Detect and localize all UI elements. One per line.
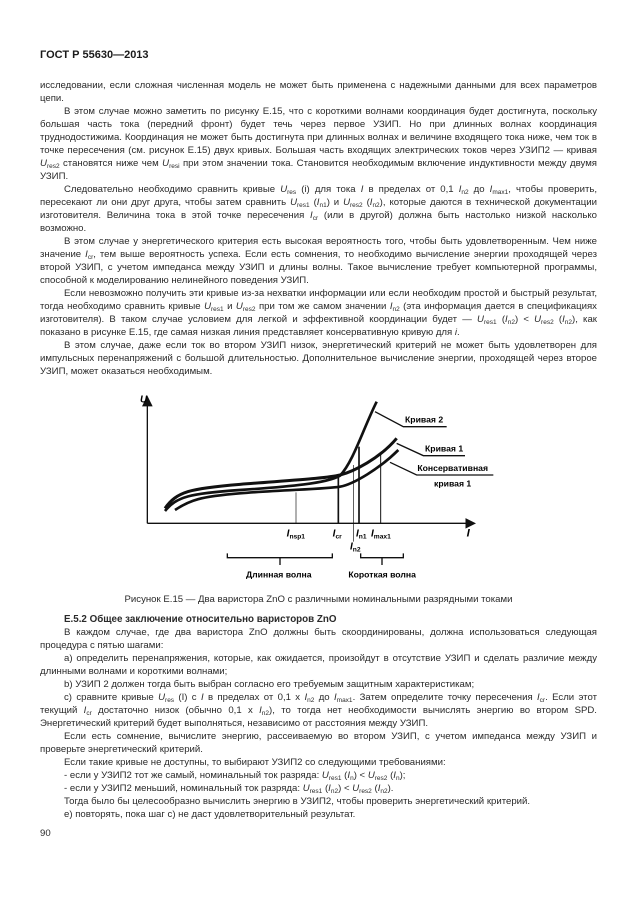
label-short-wave: Короткая волна — [348, 569, 416, 580]
text-run: . Затем определите точку пересечения — [352, 692, 537, 703]
math-subscript: n1 — [319, 202, 327, 209]
label-in2: $I_{n2}$ — [350, 541, 361, 554]
text-run: ) < — [514, 314, 535, 325]
text-run: Если невозможно получить эти кривые из-за нехватки информации или если необходим простой и быстрый результат, тогда необходимо сравнить кривые — [40, 288, 597, 312]
text-run: до — [468, 184, 490, 195]
math-variable: U — [321, 770, 329, 781]
math-variable: I — [389, 301, 393, 312]
math-subscript: res2 — [374, 775, 388, 782]
text-run: В каждом случае, где два варистора ZnO должны быть скоординированы, должна использоваться следующая процедура с пятью шагами: — [40, 627, 597, 651]
text-run: ( — [309, 197, 317, 208]
math-subscript: cr — [539, 697, 546, 704]
bracket-short-wave — [361, 553, 404, 557]
math-variable: U — [162, 158, 170, 169]
text-run: . — [457, 327, 460, 338]
paragraph — [40, 782, 597, 795]
math-variable: I — [310, 210, 313, 221]
curve-2 — [165, 402, 377, 511]
label-curve1: Кривая 1 — [425, 443, 464, 454]
math-subscript: n2 — [330, 788, 339, 795]
math-variable: i — [454, 327, 458, 338]
text-run: а) определить перенапряжения, которые, как ожидается, произойдут в отсутствие УЗИП и сделать различие между длинными волнами и короткими волнами; — [40, 653, 597, 677]
math-variable: I — [347, 770, 351, 781]
text-run: при том же самом значении — [255, 301, 390, 312]
text-run: ); — [399, 770, 406, 781]
paragraph — [40, 756, 597, 769]
math-variable: I — [328, 783, 331, 794]
text-run: е) повторять, пока шаг с) не даст удовлетворительный результат. — [64, 809, 356, 820]
label-in1: $I_{n1}$ — [356, 528, 367, 541]
text-run: , чтобы проверить, пересекают ли они друг друга, чтобы затем сравнить — [40, 184, 598, 208]
bracket-long-wave — [227, 553, 332, 557]
math-variable: I — [85, 249, 88, 260]
paragraph — [40, 79, 597, 105]
math-variable: I — [369, 197, 373, 208]
math-subscript: cr — [86, 710, 92, 717]
label-curve2: Кривая 2 — [405, 414, 444, 425]
math-subscript: n2 — [307, 697, 315, 704]
text-run: ). — [387, 783, 394, 794]
math-variable: I — [259, 705, 262, 716]
math-subscript: res2 — [242, 306, 256, 313]
paragraph — [40, 105, 597, 183]
text-run: (эта информация дается в спецификациях изготовителя). В таком случае условием для легкой и эффективной координации будет — — [40, 301, 597, 325]
math-subscript: n2 — [372, 202, 380, 209]
text-run: с) сравните кривые — [64, 692, 159, 703]
text-run: становятся ниже чем — [59, 158, 163, 169]
math-subscript: n2 — [392, 306, 400, 313]
math-variable: I — [304, 692, 308, 703]
text-run: Следовательно необходимо сравнить кривые — [64, 184, 281, 195]
paragraph — [40, 730, 597, 756]
math-subscript: n2 — [507, 319, 515, 326]
text-run: b) УЗИП 2 должен тогда быть выбран согласно его требуемым защитным характеристикам; — [64, 679, 475, 690]
math-subscript: res2 — [541, 319, 554, 326]
math-variable: U — [343, 197, 350, 208]
paragraph — [40, 808, 597, 821]
paragraph — [40, 626, 597, 652]
math-subscript: res1 — [328, 775, 342, 782]
page-number: 90 — [40, 828, 51, 839]
label-imp1: $I_{nsp1}$ — [286, 528, 305, 541]
math-variable: U — [534, 314, 542, 325]
text-run: в пределах от 0,1 х — [203, 692, 305, 703]
math-variable: U — [158, 692, 166, 703]
varistor-diagram — [140, 385, 500, 600]
label-conservative-1: Консервативная — [417, 463, 489, 473]
text-block-lower — [40, 613, 597, 821]
paragraph — [40, 795, 597, 808]
section-heading — [40, 613, 597, 626]
paragraph — [40, 287, 597, 339]
math-subscript: res1 — [297, 202, 310, 209]
math-subscript: res1 — [483, 319, 497, 326]
text-run: (i) для тока — [296, 184, 361, 195]
paragraph — [40, 339, 597, 378]
text-run: ) и — [326, 197, 344, 208]
math-subscript: max1 — [336, 697, 353, 704]
math-variable: I — [537, 692, 540, 703]
text-run: ) < — [353, 770, 368, 781]
label-imax1: $I_{max1}$ — [371, 528, 391, 541]
text-run: Если такие кривые не доступны, то выбирают УЗИП2 со следующими требованиями: — [64, 757, 446, 768]
paragraph — [40, 652, 597, 678]
text-run: . Если этот текущий — [40, 692, 597, 716]
text-run: ( — [553, 314, 563, 325]
text-run: при этом значении тока. Становится необходимым включение индуктивности между двумя УЗИП. — [40, 158, 597, 182]
math-subscript: cr — [312, 215, 319, 222]
math-variable: I — [316, 197, 320, 208]
paragraph — [40, 235, 597, 287]
math-variable: I — [505, 314, 508, 325]
label-long-wave: Длинная волна — [246, 569, 312, 580]
math-variable: U — [280, 184, 288, 195]
math-subscript: n2 — [461, 189, 469, 196]
math-variable: I — [393, 770, 396, 781]
math-subscript: n — [350, 775, 354, 782]
text-run: (или в другой) должна быть настолько низкой насколько возможно. — [40, 210, 597, 234]
label-icr: $I_{cr}$ — [332, 528, 342, 541]
paragraph — [40, 183, 597, 235]
math-variable: U — [352, 783, 360, 794]
text-run: до — [314, 692, 334, 703]
text-run: В этом случае, даже если ток во втором УЗИП низок, энергетический критерий не может быть удовлетворен для импульсных перенапряжений с большой длительностью. Дополнительное вычисление энергии, проходящей через второе УЗИП, может оказаться необходимым. — [40, 340, 597, 377]
math-subscript: res1 — [211, 306, 224, 313]
text-run: ( — [371, 783, 378, 794]
text-run: ( — [341, 770, 348, 781]
math-subscript: res — [287, 189, 297, 196]
text-run: и — [223, 301, 236, 312]
text-run: В этом случае можно заметить по рисунку Е.15, что с короткими волнами координация будет достигнута, поскольку большая часть тока (передний фронт) будет течь через первое УЗИП. Но при длинных волнах координация труднодостижима. Координация не может быть достигнута при длинных волнах и величине входящего тока ниже, чем ток в точке пересечения (см. рисунок Е.15) двух кривых. Большая часть входящих электрических токов через УЗИП2 — кривая — [40, 106, 597, 156]
y-axis-label: U — [140, 394, 148, 406]
math-subscript: res1 — [309, 788, 323, 795]
math-subscript: cr — [87, 254, 94, 261]
figure-e15 — [140, 385, 500, 600]
math-variable: U — [290, 197, 298, 208]
math-subscript: n — [395, 775, 400, 782]
paragraph — [40, 769, 597, 782]
math-variable: I — [562, 314, 565, 325]
text-run: (I) с — [174, 692, 201, 703]
math-subscript: n2 — [564, 319, 572, 326]
text-run: Если есть сомнение, вычислите энергию, рассеиваемую во втором УЗИП, с учетом импеданса между УЗИП и проверьте энергетический критерий. — [40, 731, 597, 755]
math-variable: I — [83, 705, 87, 716]
text-run: ( — [362, 197, 370, 208]
text-run: достаточно низок (обычно 0,1 х — [91, 705, 260, 716]
math-variable: I — [200, 692, 204, 703]
text-run: - если у УЗИП2 меньший, номинальный ток разряда: — [64, 783, 303, 794]
math-variable: U — [235, 301, 243, 312]
label-conservative-2: кривая 1 — [434, 478, 472, 489]
math-variable: U — [477, 314, 484, 325]
text-run: ), то тогда нет необходимости вычислять энергию во втором SPD. Энергетический критерий будет выполняться, независимо от расстояния между УЗИП. — [40, 705, 597, 729]
text-run: - если у УЗИП2 тот же самый, номинальный ток разряда: — [64, 770, 322, 781]
math-variable: I — [333, 692, 337, 703]
text-run: ), которые даются в технической документации изготовителя. Величина тока в этой точке пересечения — [40, 197, 597, 221]
text-block-upper — [40, 79, 597, 378]
text-run: Е.5.2 Общее заключение относительно варисторов ZnO — [64, 614, 337, 625]
math-subscript: res — [165, 697, 175, 704]
math-subscript: n2 — [261, 710, 270, 717]
math-variable: U — [40, 158, 47, 169]
text-run: Тогда было бы целесообразно вычислить энергию в УЗИП2, чтобы проверить энергетический критерий. — [64, 796, 531, 807]
math-variable: I — [377, 783, 381, 794]
math-variable: I — [360, 184, 364, 195]
text-run: ) < — [338, 783, 353, 794]
math-variable: U — [367, 770, 375, 781]
figure-caption: Рисунок Е.15 — Два варистора ZnO с различными номинальными разрядными токами — [124, 594, 513, 605]
text-run: , тем выше вероятность успеха. Если есть сомнения, то необходимо вычисление энергии проходящей через второй УЗИП, с учетом импеданса между УЗИП и длины волны. Такое вычисление требует компьютерной программы, способной к моделированию нелинейного поведения УЗИП. — [40, 249, 597, 286]
x-axis-label: I — [466, 527, 470, 540]
text-run: в пределах от 0,1 — [363, 184, 459, 195]
math-subscript: res2 — [359, 788, 372, 795]
paragraph — [40, 691, 597, 730]
text-run: ), как показано в рисунке Е.15, где самая низкая линия представляет консервативную кривую для — [40, 314, 597, 338]
math-variable: U — [302, 783, 310, 794]
math-subscript: n2 — [380, 788, 388, 795]
math-variable: I — [458, 184, 462, 195]
text-run: ( — [322, 783, 329, 794]
math-subscript: res2 — [350, 202, 363, 209]
text-run: В этом случае у энергетического критерия есть высокая вероятность того, чтобы быть удовлетворенным. Чем ниже значение — [40, 236, 597, 260]
text-run: ( — [387, 770, 394, 781]
math-subscript: max1 — [492, 189, 509, 196]
document-header: ГОСТ Р 55630—2013 — [40, 49, 149, 61]
math-subscript: res2 — [46, 163, 60, 170]
math-variable: I — [489, 184, 493, 195]
text-run: исследовании, если сложная численная модель не может быть применена с надежными данными для всех параметров цепи. — [40, 80, 597, 104]
paragraph — [40, 678, 597, 691]
text-run: ( — [496, 314, 506, 325]
math-variable: U — [204, 301, 211, 312]
math-subscript: resi — [169, 163, 180, 170]
